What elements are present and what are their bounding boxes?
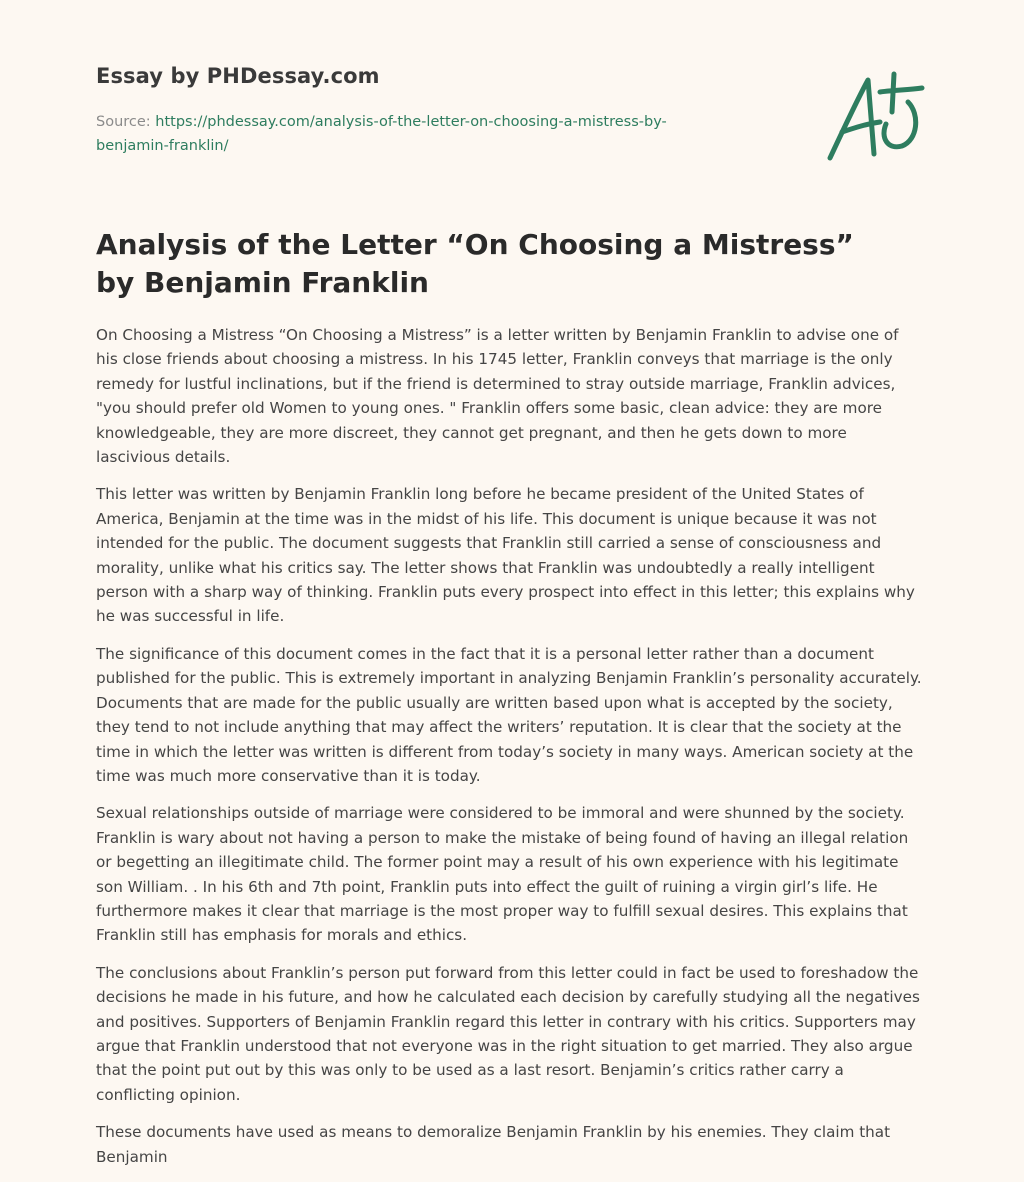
essay-paragraph: The significance of this document comes in the fact that it is a personal letter rather than a document published for the public. This is extremely important in analyzing Benjamin Franklin’s personality accurately. Documents that are made for the public usually are written based upon what is accepted by the society, they tend to not include anything that may affect the writers’ reputation. It is clear that the society at the time in which the letter was written is different from today’s society in many ways. American society at the time was much more conservative than it is today. — [96, 644, 922, 785]
source-line — [96, 110, 716, 158]
a-plus-logo-icon — [824, 66, 928, 166]
essay-paragraph: This letter was written by Benjamin Franklin long before he became president of the United States of America, Benjamin at the time was in the midst of his life. This document is unique because it was not intended for the public. The document suggests that Franklin still carried a sense of consciousness and morality, unlike what his critics say. The letter shows that Franklin was undoubtedly a really intelligent person with a sharp way of thinking. Franklin puts every prospect into effect in this letter; this explains why he was successful in life. — [96, 485, 915, 626]
source-label: Source: — [96, 114, 156, 130]
essay-title: Analysis of the Letter “On Choosing a Mistress” by Benjamin Franklin — [96, 228, 854, 299]
site-title: Essay by PHDessay.com — [96, 64, 380, 88]
essay-paragraph: Sexual relationships outside of marriage were considered to be immoral and were shunned by the society. Franklin is wary about not having a person to make the mistake of being found of having an illegal relation or begetting an illegitimate child. The former point may a result of his own experience with his legitimate son William. . In his 6th and 7th point, Franklin puts into effect the guilt of ruining a virgin girl’s life. He furthermore makes it clear that marriage is the most proper way to fulfill sexual desires. This explains that Franklin still has emphasis for morals and ethics. — [96, 804, 909, 945]
essay-paragraph: On Choosing a Mistress “On Choosing a Mistress” is a letter written by Benjamin Franklin to advise one of his close friends about choosing a mistress. In his 1745 letter, Franklin conveys that marriage is the only remedy for lustful inclinations, but if the friend is determined to stray outside marriage, Franklin advices, "you should prefer old Women to young ones. " Franklin offers some basic, clean advice: they are more knowledgeable, they are more discreet, they cannot get pregnant, and then he gets down to more lascivious details. — [96, 326, 899, 467]
a-plus-logo-graphic — [824, 66, 928, 166]
essay-paragraph: These documents have used as means to demoralize Benjamin Franklin by his enemies. They claim that Benjamin — [96, 1123, 891, 1166]
essay-body — [96, 323, 922, 1182]
source-link[interactable]: https://phdessay.com/analysis-of-the-letter-on-choosing-a-mistress-by-benjamin-franklin/ — [96, 114, 667, 154]
essay-paragraph: The conclusions about Franklin’s person put forward from this letter could in fact be used to foreshadow the decisions he made in his future, and how he calculated each decision by carefully studying all the negatives and positives. Supporters of Benjamin Franklin regard this letter in contrary with his critics. Supporters may argue that Franklin understood that not everyone was in the right situation to get married. They also argue that the point put out by this was only to be used as a last resort. Benjamin’s critics rather carry a conflicting opinion. — [96, 963, 920, 1104]
